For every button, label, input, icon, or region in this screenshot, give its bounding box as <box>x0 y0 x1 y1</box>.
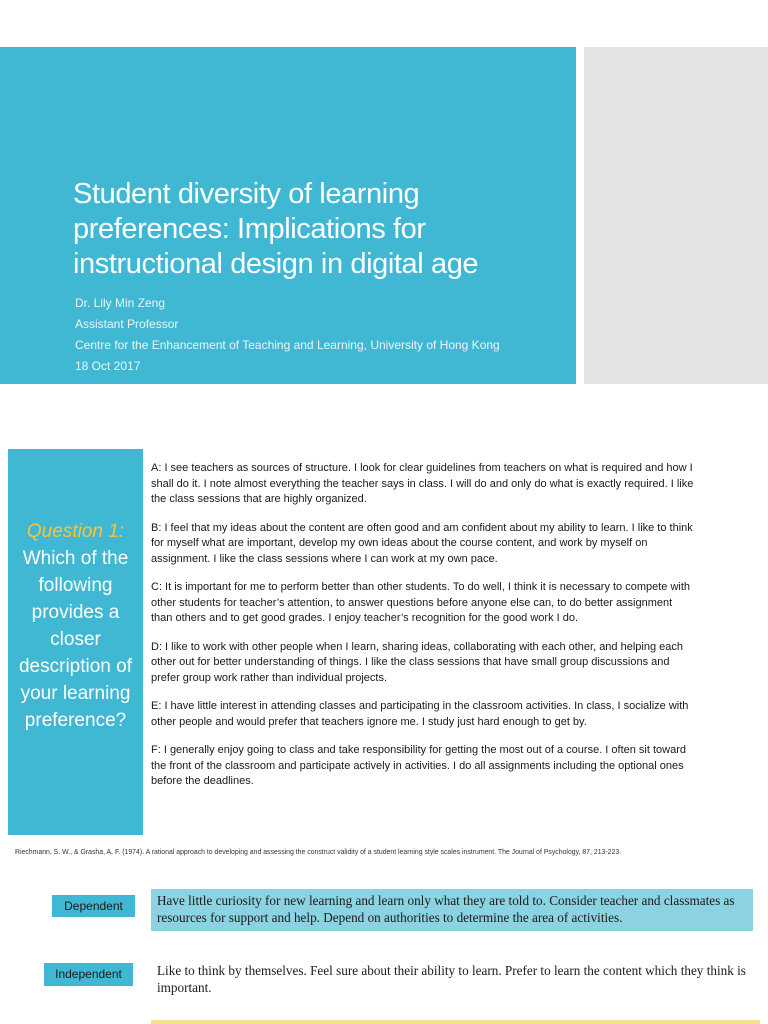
option-f: F: I generally enjoy going to class and take responsibility for getting the most out of a course. I often sit toward the front of the classroom and participate actively in activities. I do all assignments including the optional ones before the deadlines. <box>151 744 687 787</box>
presenter-info <box>75 293 565 377</box>
independent-style-tag: Independent <box>44 963 133 986</box>
option-e: E: I have little interest in attending classes and participating in the classroom activities. In class, I socialize with other people and would prefer that teachers ignore me. I study just hard enough to get by. <box>151 700 689 728</box>
presentation-title: Student diversity of learning preferences: Implications for instructional design in digital age <box>73 178 479 280</box>
dependent-style-description: Have little curiosity for new learning and learn only what they are told to. Consider teacher and classmates as resources for support and help. Depend on authorities to determine the area of activities. <box>151 889 753 931</box>
option-b: B: I feel that my ideas about the content are often good and am confident about my ability to learn. I like to think for myself what are important, develop my own ideas about the course content, and work by myself on assignment. I like the class sessions where I can work at my own pace. <box>151 521 693 565</box>
title-slide-main-panel <box>0 47 576 384</box>
option-c: C: It is important for me to perform better than other students. To do well, I think it is necessary to compete with other students for teacher’s attention, to answer questions before anyone else can, to do better assignment than others and to get good grades. I enjoy teacher’s recognition for the good work I do. <box>151 581 691 624</box>
option-d: D: I like to work with other people when I learn, sharing ideas, collaborating with each other, and helping each other out for better understanding of things. I like the class sessions that have small group discussions and prefer group work rather than individual projects. <box>151 640 683 684</box>
accent-bar <box>151 1020 760 1024</box>
independent-style-description: Like to think by themselves. Feel sure about their ability to learn. Prefer to learn the content which they think is important. <box>157 963 746 995</box>
option-a: A: I see teachers as sources of structure. I look for clear guidelines from teachers on what is required and how I shall do it. I note almost everything the teacher says in class. I will do and only do what is exactly required. I like the class sessions that are highly organized. <box>151 462 694 505</box>
title-slide <box>0 47 768 384</box>
presenter-position: Assistant Professor <box>75 317 179 331</box>
answer-options <box>151 461 696 803</box>
title-slide-side-panel <box>584 47 768 384</box>
presenter-affiliation: Centre for the Enhancement of Teaching and Learning, University of Hong Kong <box>75 338 500 352</box>
presenter-name: Dr. Lily Min Zeng <box>75 296 166 310</box>
question-label: Question 1: <box>26 521 125 542</box>
question-text: Which of the following provides a closer description of your learning preference? <box>18 548 132 731</box>
question-panel <box>8 449 143 835</box>
dependent-style-tag: Dependent <box>52 895 135 917</box>
citation-reference: Riechmann, S. W., & Grasha, A. F. (1974). A rational approach to developing and assessing the construct validity of a student learning style scales instrument. The Journal of Psychology, 87, 213-223. <box>15 849 622 856</box>
presentation-date: 18 Oct 2017 <box>75 359 141 373</box>
